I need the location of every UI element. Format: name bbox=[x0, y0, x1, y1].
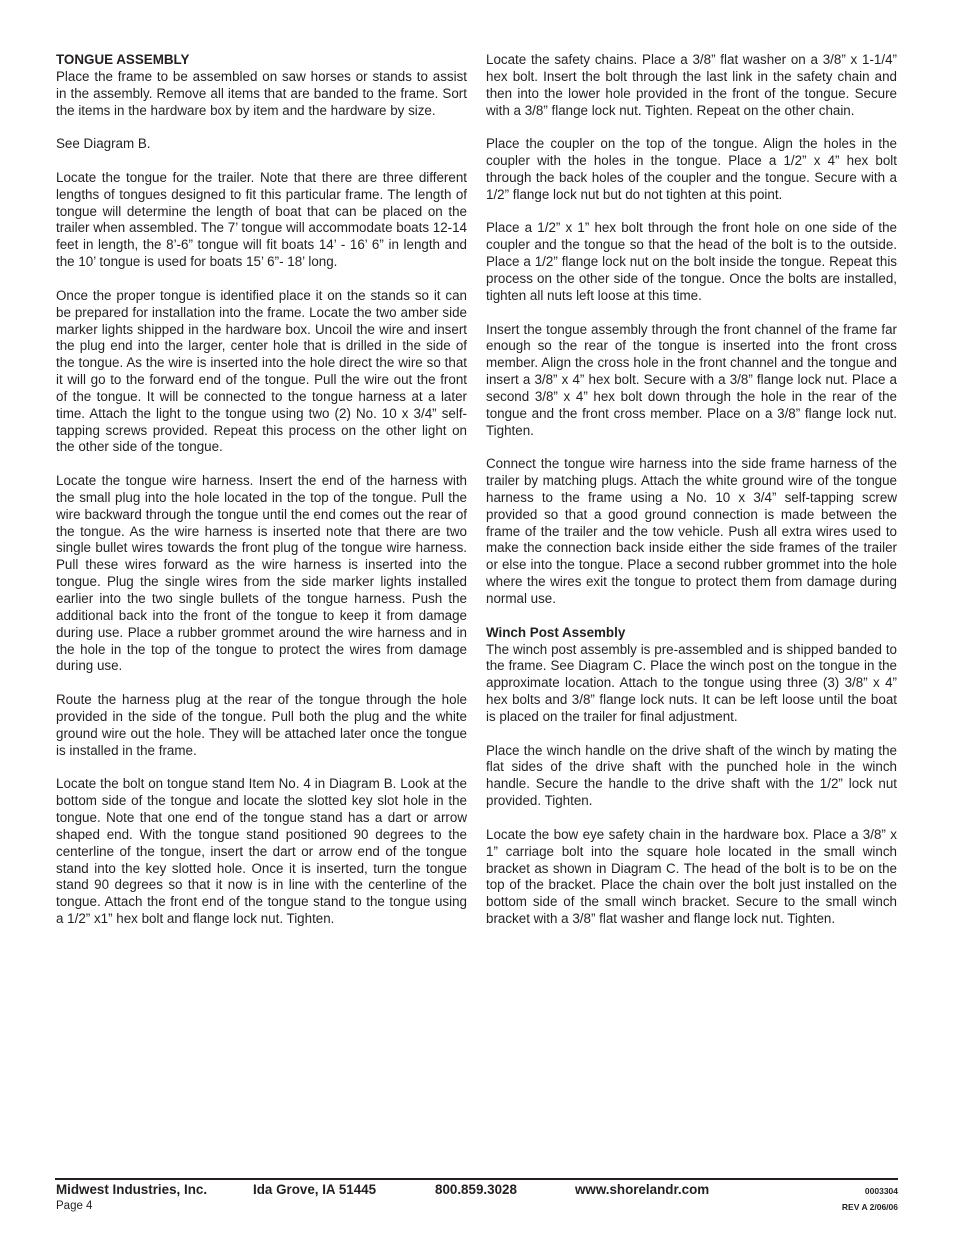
footer-revision: REV A 2/06/06 bbox=[841, 1202, 898, 1212]
paragraph-prepare-frame: Place the frame to be assembled on saw horses or stands to assist in the assembly. Remove all items that are banded to the frame. Sort the items in the hardware box by item and the hardware by size. bbox=[56, 68, 467, 118]
paragraph-route-harness-plug: Route the harness plug at the rear of the tongue through the hole provided in the side of the tongue. Pull both the plug and the white ground wire out the hole. They will be attached later once the tongue is installed in the frame. bbox=[56, 692, 467, 758]
footer-city: Ida Grove, IA 51445 bbox=[253, 1182, 377, 1197]
right-column bbox=[486, 52, 897, 928]
paragraph-safety-chains: Locate the safety chains. Place a 3/8” flat washer on a 3/8” x 1-1/4” hex bolt. Insert the bolt through the last link in the safety chain and then into the lower hole provided in the front of the tongue. Secure with a 3/8” flange lock nut. Tighten. Repeat on the other chain. bbox=[486, 52, 897, 118]
winch-post-assembly-heading: Winch Post Assembly bbox=[486, 624, 626, 640]
paragraph-bow-eye-chain: Locate the bow eye safety chain in the hardware box. Place a 3/8” x 1” carriage bolt into the square hole located in the small winch bracket as shown in Diagram C. The head of the bolt is to be on the top of the bracket. Place the chain over the bolt just installed on the bottom side of the small winch bracket. Secure to the small winch bracket with a 3/8” flat washer and flange lock nut. Tighten. bbox=[486, 826, 897, 927]
paragraph-tongue-wire-harness: Locate the tongue wire harness. Insert the end of the harness with the small plug into the hole located in the top of the tongue. Pull the wire backward through the tongue until the end comes out the rear of the tongue. As the wire harness is inserted note that there are two single bullet wires towards the front plug of the tongue wire harness. Pull these wires forward as the wire harness is inserted into the tongue. Plug the single wires from the side marker lights installed earlier into the two single bullets of the tongue harness. Push the additional back into the front of the tongue to keep it from damage during use. Place a rubber grommet around the wire harness and in the hole in the top of the tongue to protect the wires from damage during use. bbox=[56, 473, 467, 674]
paragraph-coupler-front-bolt: Place a 1/2” x 1” hex bolt through the front hole on one side of the coupler and the tongue so that the head of the bolt is to the outside. Place a 1/2” flange lock nut on the bolt inside the tongue. Repeat this process on the other side of the tongue. Once the bolts are installed, tighten all nuts left loose at this time. bbox=[486, 220, 897, 303]
paragraph-connect-harness: Connect the tongue wire harness into the side frame harness of the trailer by matching plugs. Attach the white ground wire of the tongue harness to the frame using a No. 10 x 3/4” self-tapping screw provided so that a good ground connection is made between the frame of the trailer and the tow vehicle. Push all extra wires used to make the connection back inside either the side frames of the trailer or else into the tongue. Place a second rubber grommet into the hole where the wires exit the tongue to protect them from damage during normal use. bbox=[486, 456, 897, 606]
footer-website: www.shorelandr.com bbox=[575, 1182, 710, 1197]
left-section bbox=[56, 52, 467, 119]
footer-page-number: Page 4 bbox=[56, 1200, 93, 1212]
paragraph-side-marker-lights: Once the proper tongue is identified place it on the stands so it can be prepared for installation into the frame. Locate the two amber side marker lights shipped in the hardware box. Uncoil the wire and insert the plug end into the larger, center hole that is drilled in the side of the tongue. As the wire is inserted into the hole direct the wire so that it will go to the forward end of the tongue. Pull the wire out the front of the tongue. It will be connected to the tongue harness at a later time. Attach the light to the tongue using two (2) No. 10 x 3/4” self-tapping screws provided. Repeat this process on the other light on the other side of the tongue. bbox=[56, 287, 467, 455]
footer-phone: 800.859.3028 bbox=[435, 1182, 517, 1197]
paragraph-locate-tongue: Locate the tongue for the trailer. Note that there are three different lengths of tongues designed to fit this particular frame. The length of tongue will determine the length of boat that can be placed on the trailer when assembled. The 7’ tongue will accommodate boats 12-14 feet in length, the 8’-6” tongue will fit boats 14’ - 16’ 6” in length and the 10’ tongue is used for boats 15’ 6”- 18’ long. bbox=[56, 169, 467, 270]
winch-section bbox=[486, 625, 897, 726]
footer-divider bbox=[55, 1178, 898, 1180]
paragraph-winch-post: The winch post assembly is pre-assembled and is shipped banded to the frame. See Diagram C. Place the winch post on the tongue in the approximate location. Attach to the tongue using three (3) 3/8” x 4” hex bolts and 3/8” flange lock nuts. It can be left loose until the boat is placed on the trailer for final adjustment. bbox=[486, 641, 897, 724]
tongue-assembly-heading: TONGUE ASSEMBLY bbox=[56, 52, 190, 67]
paragraph-coupler: Place the coupler on the top of the tongue. Align the holes in the coupler with the holes in the tongue. Place a 1/2” x 4” hex bolt through the back holes of the coupler and the tongue. Secure with a 1/2” flange lock nut but do not tighten at this point. bbox=[486, 136, 897, 202]
footer-doc-number: 0003304 bbox=[864, 1186, 898, 1196]
paragraph-insert-tongue-assembly: Insert the tongue assembly through the front channel of the frame far enough so the rear of the tongue is inserted into the front cross member. Align the cross hole in the front channel and the tongue and insert a 3/8” x 4” hex bolt. Secure with a 3/8” flange lock nut. Place a second 3/8” x 4” hex bolt down through the hole in the rear of the tongue and the front cross member. Place on a 3/8” flange lock nut. Tighten. bbox=[486, 321, 897, 438]
paragraph-winch-handle: Place the winch handle on the drive shaft of the winch by mating the flat sides of the drive shaft with the punched hole in the winch handle. Secure the handle to the drive shaft with the 1/2” lock nut provided. Tighten. bbox=[486, 742, 897, 809]
footer bbox=[56, 1182, 898, 1222]
paragraph-see-diagram-b: See Diagram B. bbox=[56, 136, 151, 152]
footer-company: Midwest Industries, Inc. bbox=[56, 1182, 208, 1197]
left-column bbox=[56, 52, 467, 928]
paragraph-tongue-stand: Locate the bolt on tongue stand Item No. 4 in Diagram B. Look at the bottom side of the tongue and locate the slotted key slot hole in the tongue. Note that one end of the tongue stand has a dart or arrow shaped end. With the tongue stand positioned 90 degrees to the centerline of the tongue, insert the dart or arrow end of the tongue stand into the key slotted hole. Once it is inserted, turn the tongue stand 90 degrees so that it now is in line with the centerline of the tongue. Attach the front end of the tongue stand to the tongue using a 1/2” x1” hex bolt and flange lock nut. Tighten. bbox=[56, 776, 467, 927]
